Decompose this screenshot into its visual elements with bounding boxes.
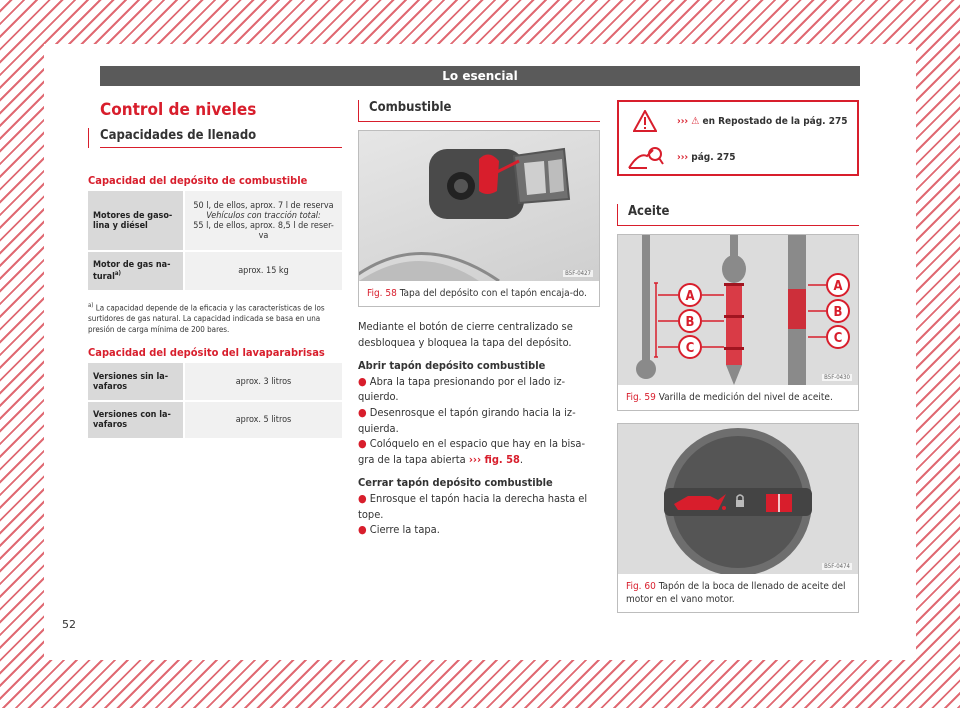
open-heading: Abrir tapón depósito combustible [358,359,546,373]
figure-reference-link[interactable]: ››› fig. 58 [468,452,520,466]
label-a-marker [679,284,701,306]
figure-caption: Fig. 58 Tapa del depósito con el tapón encaja-do. [367,288,587,299]
list-item: ● Abra la tapa presionando por el lado iz-quierdo. [358,374,566,404]
label-b: B [685,315,695,330]
section-title: Combustible [358,100,600,122]
warning-small-icon: ⚠ [691,116,700,127]
fuel-heading: Capacidad del depósito de combustible [88,174,308,187]
table-value: aprox. 5 litros [184,401,342,439]
fuel-table [88,191,342,292]
table-key: Versiones con la-vafaros [88,401,184,439]
section-title: Aceite [617,204,859,226]
label-b-right: B [833,305,843,320]
label-c-marker-right [827,326,849,348]
warning-icon [633,110,657,132]
table-value [184,191,342,251]
bullet-icon: ● [358,437,367,451]
figure-58 [358,130,600,307]
intro-paragraph: Mediante el botón de cierre centralizado se desbloquea y bloquea la tapa del depósito. [358,320,573,349]
table-value: aprox. 15 kg [184,251,342,291]
label-c: C [685,341,695,356]
list-item: ● Desenrosque el tapón girando hacia la iz-quierda. [358,406,576,435]
list-item: ● Colóquelo en el espacio que hay en la bisa-gra de la tapa abierta ››› fig. 58. [358,437,586,466]
subsection-title: Capacidades de llenado [100,128,342,148]
footnote: $^{a)}$ La capacidad depende de la eficacia y las características de los surtidores de gas natural. La capacidad indicada se basa en una presión de carga mínima de 200 bares. [88,302,325,335]
bullet-icon: ● [358,406,367,420]
figure-59 [617,234,859,411]
washer-heading: Capacidad del depósito del lavaparabrisas [88,346,325,360]
page-number: 52 [62,618,76,631]
bullet-icon: ● [358,374,367,388]
table-row [88,191,342,251]
list-item: ● Enrosque el tapón hacia la derecha hasta el tope. [358,492,588,521]
list-item: ● Cierre la tapa. [358,523,440,537]
dipstick-drawing [618,235,858,385]
label-a-right: A [833,279,843,294]
table-key: Versiones sin la-vafaros [88,363,184,401]
figure-code: B5F-0427 [565,270,591,277]
table-row [88,251,342,291]
label-b-marker [679,310,701,332]
value-line: 50 l, de ellos, aprox. 7 l de reserva [193,200,334,211]
label-a-marker-right [827,274,849,296]
label-c-marker [679,336,701,358]
table-row [88,363,342,401]
figure-caption: Fig. 60 Tapón de la boca de llenado de aceite del motor en el vano motor. [626,581,846,605]
body-text [358,319,600,538]
label-b-marker-right [827,300,849,322]
section-title: Control de niveles [100,100,257,120]
value-line: 55 l, de ellos, aprox. 8,5 l de reser-va [193,220,334,241]
environment-icon [627,144,665,172]
table-row [88,401,342,439]
value-line: Vehículos con tracción total: [206,210,321,221]
figure-60 [617,423,859,613]
manual-book-icon [766,494,792,512]
bullet-icon: ● [358,523,367,537]
close-heading: Cerrar tapón depósito combustible [358,476,553,490]
left-column [88,100,342,440]
dipstick-illustration [618,235,858,385]
warning-reference[interactable]: ››› ⚠ en Repostado de la pág. 275 [677,116,848,127]
fuel-cap-illustration [359,131,599,281]
fuel-cap-drawing [359,131,599,281]
figure-caption: Fig. 59 Varilla de medición del nivel de aceite. [626,392,833,403]
header-bar: Lo esencial [100,66,860,86]
figure-code: B5F-0474 [824,563,850,570]
label-a: A [685,289,695,304]
label-c-right: C [833,331,843,346]
table-value: aprox. 3 litros [184,363,342,401]
bullet-icon: ● [358,492,367,506]
oil-cap-illustration [618,424,858,574]
oil-cap-drawing [618,424,858,574]
table-key: Motores de gaso-lina y diésel [88,191,184,251]
washer-table [88,363,342,440]
warning-box [617,100,859,176]
middle-column [358,100,600,538]
environment-reference[interactable]: ››› pág. 275 [677,152,736,163]
figure-code: B5F-0430 [824,374,850,381]
right-column [617,100,859,613]
table-key: Motor de gas na-tural$^{a)}$ [88,251,184,291]
